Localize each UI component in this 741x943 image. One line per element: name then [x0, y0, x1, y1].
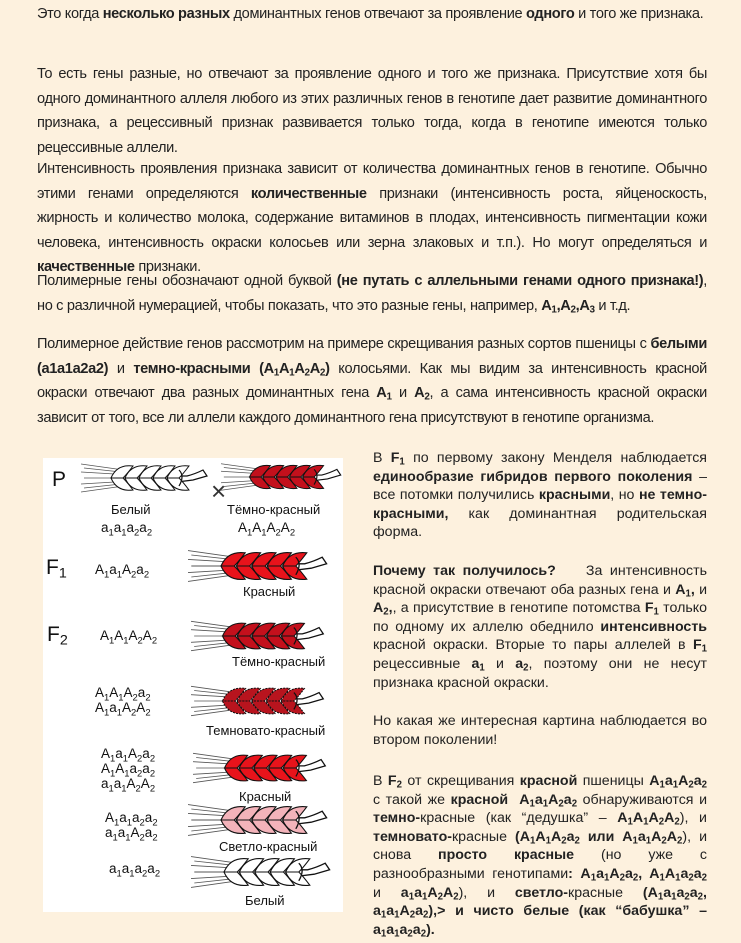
warning-note: (не путать с аллельными генами одного признака!): [336, 273, 704, 289]
intro-paragraph: Это когда несколько разных доминантных генов отвечают за проявление одного и того же признака.: [37, 6, 704, 22]
white-genotype: белыми (a1a1a2a2): [37, 336, 707, 377]
notation-paragraph: Полимерные гены обозначают одной буквой (не путать с аллельными генами одного признака!), но с различной нумерацией, чтобы показать, что это разные гены, например, $A_1,A_2,A_3$ и т.д.: [37, 273, 708, 315]
f2-genotype: $A_1A_1a_2a_2$: [101, 761, 156, 780]
emphasis-one: одного: [526, 6, 575, 22]
wheat-ear-white: [81, 458, 211, 498]
parent-white-phenotype: Белый: [111, 502, 151, 517]
why-explanation: Почему так получилось? За интенсивность красной окраски отвечают оба разных гена и $A_1$, и $A_2$,, а присутствие в генотипе потомства $F_1$ только по одному их аллелю обеднило интенсивность красной окраски. Вторые то пары аллелей в $F_1$ рецессивные $a_1$ и $a_2$, поэтому они не несут признака красной окраски.: [373, 563, 711, 691]
emphasis-qualitative: качественные: [37, 259, 135, 275]
f1-explanation: В $F_1$ по первому закону Менделя наблюдается единообразие гибридов первого поколения – все потомки получились красными, но не темно-красными, как доминантная родительская форма.: [373, 450, 707, 541]
generation-f2-label: $F_2$: [47, 623, 68, 649]
parent-dark-red-phenotype: Тёмно-красный: [227, 502, 321, 517]
gene-a2: $A_2$: [414, 385, 430, 403]
wheat-ear-red: [193, 747, 330, 789]
f2-genotype: $A_1A_1A_2a_2$: [95, 685, 151, 704]
f2-genotype: $A_1a_1a_2a_2$: [105, 810, 158, 829]
intensity-paragraph: Интенсивность проявления признака зависит от количества доминантных генов в генотипе. Обычно этими генами определяются количественные признаки (интенсивность роста, яйценоскость, жирность и количество молока, содержание витаминов в плодах, интенсивность пигментации кожи человека, интенсивность окраски колосьев или зерна злаковых и т.п.). Но могут определяться и качественные признаки.: [37, 161, 708, 275]
f2-phenotype: Светло-красный: [219, 839, 318, 854]
f2-genotype: $a_1a_1A_2A_2$: [101, 776, 156, 795]
f2-genotype: $A_1a_1A_2A_2$: [95, 700, 151, 719]
gene-example: $A_1,A_2,A_3$: [541, 297, 595, 315]
f1-genotype: $A_1a_1A_2a_2$: [95, 562, 150, 581]
f2-phenotype: Красный: [239, 789, 292, 804]
f2-intro: Но какая же интересная картина наблюдается во втором поколении!: [373, 713, 707, 748]
wheat-ear-dark-red: [191, 615, 328, 657]
wheat-ear-red: [188, 544, 331, 588]
f2-genotype: $A_1A_1A_2A_2$: [100, 628, 158, 647]
wheat-cross-diagram: [43, 458, 343, 912]
dark-red-genotype: темно-красными $(A_1A_1A_2A_2)$: [133, 360, 330, 378]
generation-f1-label: $F_1$: [46, 556, 67, 582]
f2-explanation: В $F_2$ от скрещивания красной пшеницы $A_1a_1A_2a_2$ с такой же красной $A_1a_1A_2a_2$ обнаруживаются и темно-красные (как “дедушка” – $A_1A_1A_2A_2$), и темновато-красные ($A_1A_1A_2a_2$ или $A_1a_1A_2A_2$), и снова просто красные (но уже с разнообразными генотипами: $A_1a_1A_2a_2$, $A_1A_1a_2a_2$ и $a_1a_1A_2A_2$), и светло-красные ($A_1a_1a_2a_2$, $a_1a_1A_2a_2),> и$ чисто белые (как “бабушка” – $a_1a_1a_2a_2$).: [373, 773, 708, 940]
wheat-ear-dark-red: [221, 458, 345, 496]
f2-phenotype: Белый: [245, 893, 285, 908]
parent-white-genotype: $a_1a_1a_2a_2$: [101, 520, 153, 539]
f2-genotype: $A_1a_1A_2a_2$: [101, 746, 156, 765]
f2-phenotype: Темновато-красный: [206, 723, 326, 738]
parent-dark-red-genotype: $A_1A_1A_2A_2$: [238, 520, 296, 539]
f1-phenotype: Красный: [243, 584, 296, 599]
wheat-ear-darkish-red: [191, 680, 328, 722]
wheat-example-paragraph: Полимерное действие генов рассмотрим на примере скрещивания разных сортов пшеницы с белыми (a1a1a2a2) и темно-красными $(A_1A_1A_2A_2)$ колосьями. Как мы видим за интенсивность красной окраски отвечают два разных доминантных гена $A_1$ и $A_2$, а сама интенсивность красной окраски зависит от того, все ли аллели каждого доминантного гена присутствуют в генотипе организма.: [37, 336, 707, 426]
f2-genotype: $a_1a_1a_2a_2$: [109, 861, 161, 880]
cross-symbol: ×: [211, 476, 227, 506]
f2-phenotype: Тёмно-красный: [232, 654, 326, 669]
emphasis-several-different: несколько разных: [102, 6, 230, 22]
definition-paragraph: То есть гены разные, но отвечают за проявление одного и того же признака. Присутствие хотя бы одного доминантного аллеля любого из этих различных генов в генотипе дает развитие доминантного признака, а рецессивный признак развивается только тогда, когда в генотипе имеются только рецессивные аллели.: [37, 66, 707, 156]
emphasis-quantitative: количественные: [250, 185, 367, 202]
wheat-ear-light-red: [188, 798, 331, 842]
wheat-ear-white: [191, 850, 334, 894]
generation-p-label: P: [52, 468, 67, 491]
f2-genotype: $a_1a_1A_2a_2$: [105, 825, 158, 844]
gene-a1: $A_1$: [376, 385, 392, 403]
